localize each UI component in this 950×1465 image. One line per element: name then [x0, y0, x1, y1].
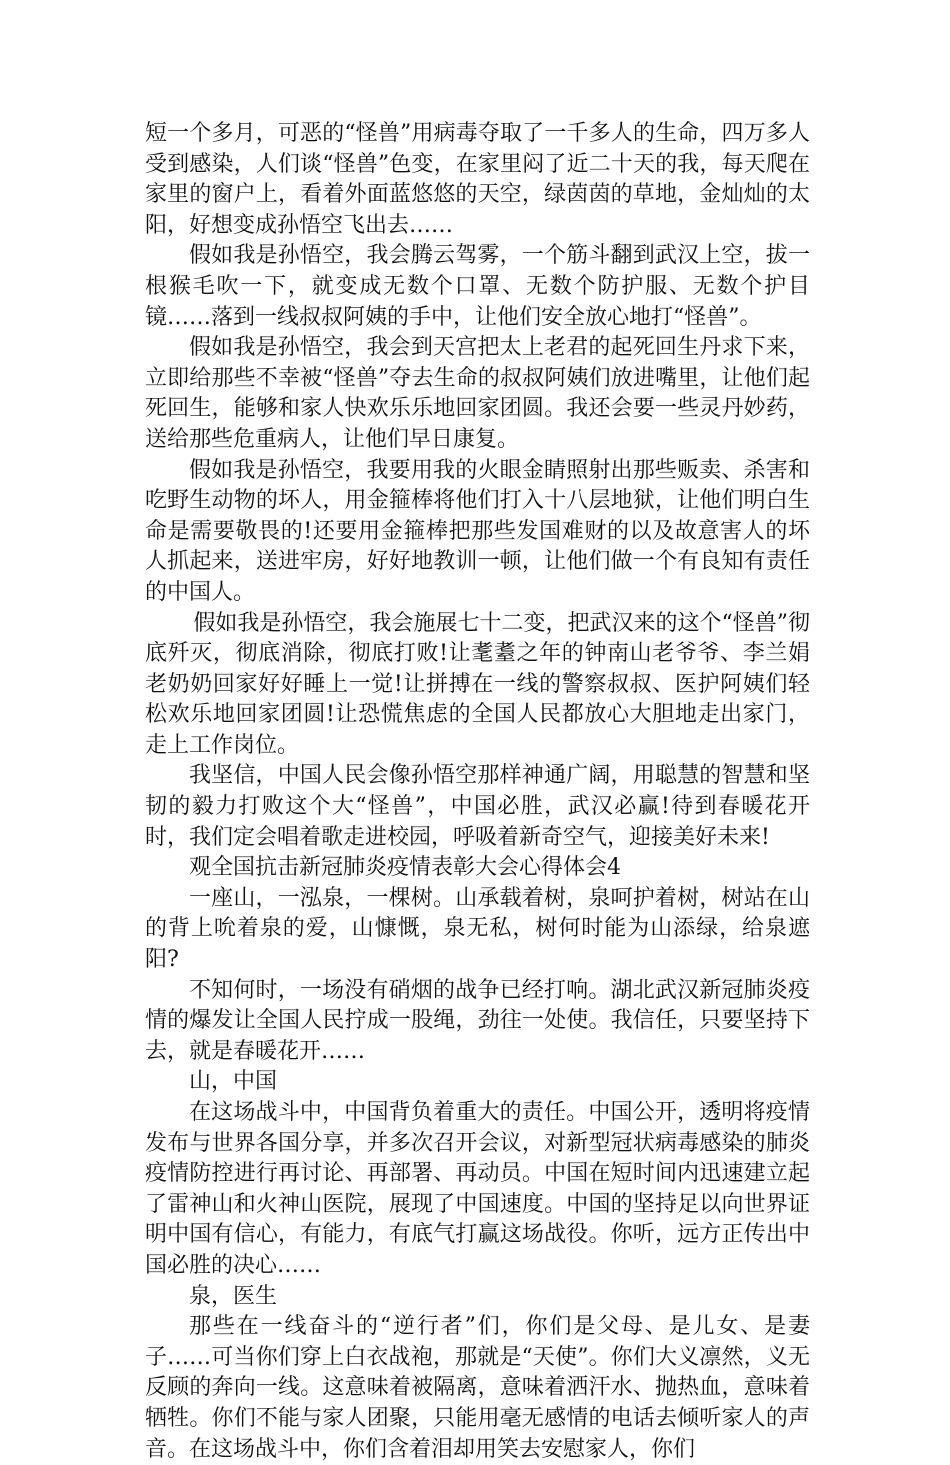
document-body: [145, 119, 810, 1465]
paragraph-war-begins: 不知何时，一场没有硝烟的战争已经打响。湖北武汉新冠肺炎疫情的爆发让全国人民拧成一股绳，劲往一处使。我信任，只要坚持下去，就是春暖花开……: [145, 977, 810, 1064]
paragraph-wish-elixir: 假如我是孙悟空，我会到天宫把太上老君的起死回生丹求下来，立即给那些不幸被“怪兽”夺去生命的叔叔阿姨们放进嘴里，让他们起死回生，能够和家人快欢乐乐地回家团圆。我还会要一些灵丹妙药，送给那些危重病人，让他们早日康复。: [145, 335, 810, 452]
paragraph-mountain-spring-tree: 一座山，一泓泉，一棵树。山承载着树，泉呵护着树，树站在山的背上吮着泉的爱，山慷慨，泉无私，树何时能为山添绿，给泉遮阳?: [145, 885, 810, 973]
paragraph-wish-masks: 假如我是孙悟空，我会腾云驾雾，一个筋斗翻到武汉上空，拔一根猴毛吹一下，就变成无数个口罩、无数个防护服、无数个护目镜……落到一线叔叔阿姨的手中，让他们安全放心地打“怪兽”。: [145, 243, 810, 330]
section-heading: 观全国抗击新冠肺炎疫情表彰大会心得体会4: [189, 855, 621, 881]
paragraph-belief: 我坚信，中国人民会像孙悟空那样神通广阔，用聪慧的智慧和坚韧的毅力打败这个大“怪兽”，中国必胜，武汉必赢!待到春暖花开时，我们定会唱着歌走进校园，呼吸着新奇空气，迎接美好未来!: [145, 763, 810, 850]
subheading-mountain-china: 山，中国: [189, 1069, 278, 1095]
subheading-spring-doctors: 泉，医生: [189, 1283, 278, 1309]
paragraph-wish-transform: 假如我是孙悟空，我会施展七十二变，把武汉来的这个“怪兽”彻底歼灭，彻底消除，彻底打败!让耄耋之年的钟南山老爷爷、李兰娟老奶奶回家好好睡上一觉!让拼搏在一线的警察叔叔、医护阿姨们轻松欢乐地回家团圆!让恐慌焦虑的全国人民都放心大胆地走出家门，走上工作岗位。: [145, 610, 810, 758]
paragraph-intro-continuation: 短一个多月，可恶的“怪兽”用病毒夺取了一千多人的生命，四万多人受到感染，人们谈“怪兽”色变，在家里闷了近二十天的我，每天爬在家里的窗户上，看着外面蓝悠悠的天空，绿茵茵的草地，金灿灿的太阳，好想变成孙悟空飞出去……: [145, 121, 810, 238]
paragraph-china: 在这场战斗中，中国背负着重大的责任。中国公开，透明将疫情发布与世界各国分享，并多次召开会议，对新型冠状病毒感染的肺炎疫情防控进行再讨论、再部署、再动员。中国在短时间内迅速建立起了雷神山和火神山医院，展现了中国速度。中国的坚持足以向世界证明中国有信心，有能力，有底气打赢这场战役。你听，远方正传出中国必胜的决心……: [145, 1100, 810, 1278]
paragraph-wish-punish: 假如我是孙悟空，我要用我的火眼金睛照射出那些贩卖、杀害和吃野生动物的坏人，用金箍棒将他们打入十八层地狱，让他们明白生命是需要敬畏的!还要用金箍棒把那些发国难财的以及故意害人的坏人抓起来，送进牢房，好好地教训一顿，让他们做一个有良知有责任的中国人。: [145, 457, 810, 605]
paragraph-doctors: 那些在一线奋斗的“逆行者”们，你们是父母、是儿女、是妻子……可当你们穿上白衣战袍，那就是“天使”。你们大义凛然，义无反顾的奔向一线。这意味着被隔离，意味着洒汗水、抛热血，意味着牺牲。你们不能与家人团聚，只能用毫无感情的电话去倾听家人的声音。在这场战斗中，你们含着泪却用笑去安慰家人，你们: [145, 1314, 810, 1462]
